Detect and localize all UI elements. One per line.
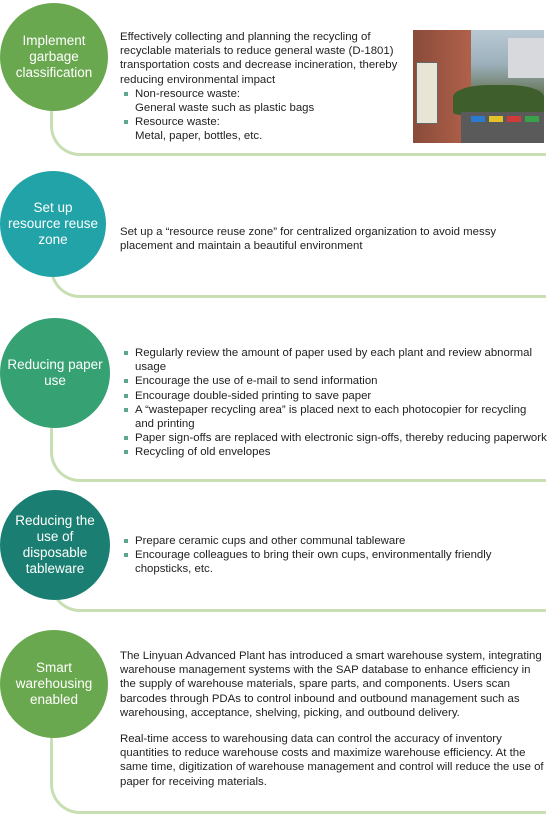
section-garbage-classification <box>0 0 548 156</box>
section-title: Reducing paper use <box>7 357 103 388</box>
section-title-circle <box>0 3 108 111</box>
section-title-circle <box>0 171 106 277</box>
list-item <box>120 115 410 129</box>
section-title: Reducing the use of disposable tableware <box>15 513 95 576</box>
list-item: Recycling of old envelopes <box>120 445 548 459</box>
recycling-bins-photo <box>413 30 544 143</box>
item-detail: Metal, paper, bottles, etc. <box>135 130 263 143</box>
section-reducing-paper-use <box>0 318 548 482</box>
section-content <box>120 30 410 144</box>
list-item <box>120 87 410 101</box>
section-text: Effectively collecting and planning the recycling of recyclable materials to reduce general waste (D-1801) transportation costs and decrease incineration, thereby reducing environmental impact <box>120 31 398 86</box>
section-title: Smart warehousing enabled <box>15 660 93 707</box>
section-title-circle <box>0 318 110 428</box>
paper-measures-list <box>120 346 548 460</box>
list-item: Prepare ceramic cups and other communal tableware <box>120 534 548 548</box>
section-title-circle <box>0 490 110 600</box>
section-smart-warehousing <box>0 630 548 814</box>
section-title: Implement garbage classification <box>15 33 93 80</box>
item-label: Non-resource waste: <box>135 87 241 100</box>
section-paragraph: Real-time access to warehousing data can control the accuracy of inventory quantities to reduce warehouse costs and maximize warehouse efficiency. At the same time, digitization of warehouse management and control will reduce the use of paper for receiving materials. <box>120 733 544 788</box>
list-item: Regularly review the amount of paper used by each plant and review abnormal usage <box>120 346 548 374</box>
section-title: Set up resource reuse zone <box>7 200 99 247</box>
section-paragraph: The Linyuan Advanced Plant has introduced a smart warehouse system, integrating warehouse management systems with the SAP database to enhance efficiency in the supply of warehouse materials, spare parts, and components. Users scan barcodes through PDAs to control inbound and outbound management such as warehousing, acceptance, shelving, picking, and outbound delivery. <box>120 650 542 719</box>
section-title-circle <box>0 630 108 738</box>
item-label: Resource waste: <box>135 116 220 129</box>
item-detail: General waste such as plastic bags <box>135 102 315 115</box>
section-content <box>120 534 548 577</box>
waste-type-list <box>120 87 410 144</box>
section-text: Set up a “resource reuse zone” for centralized organization to avoid messy placement and maintain a beautiful environment <box>120 226 497 253</box>
section-content <box>120 225 548 253</box>
list-item: Paper sign-offs are replaced with electronic sign-offs, thereby reducing paperwork <box>120 431 548 445</box>
tableware-measures-list <box>120 534 548 577</box>
section-content <box>120 649 548 789</box>
list-item: Encourage colleagues to bring their own cups, environmentally friendly chopsticks, etc. <box>120 548 548 576</box>
section-content <box>120 346 548 460</box>
section-reducing-disposable-tableware <box>0 490 548 612</box>
list-item: Encourage the use of e-mail to send information <box>120 374 548 388</box>
list-item: A “wastepaper recycling area” is placed next to each photocopier for recycling and printing <box>120 403 548 431</box>
list-item: Encourage double-sided printing to save paper <box>120 389 548 403</box>
section-resource-reuse-zone <box>0 168 548 298</box>
